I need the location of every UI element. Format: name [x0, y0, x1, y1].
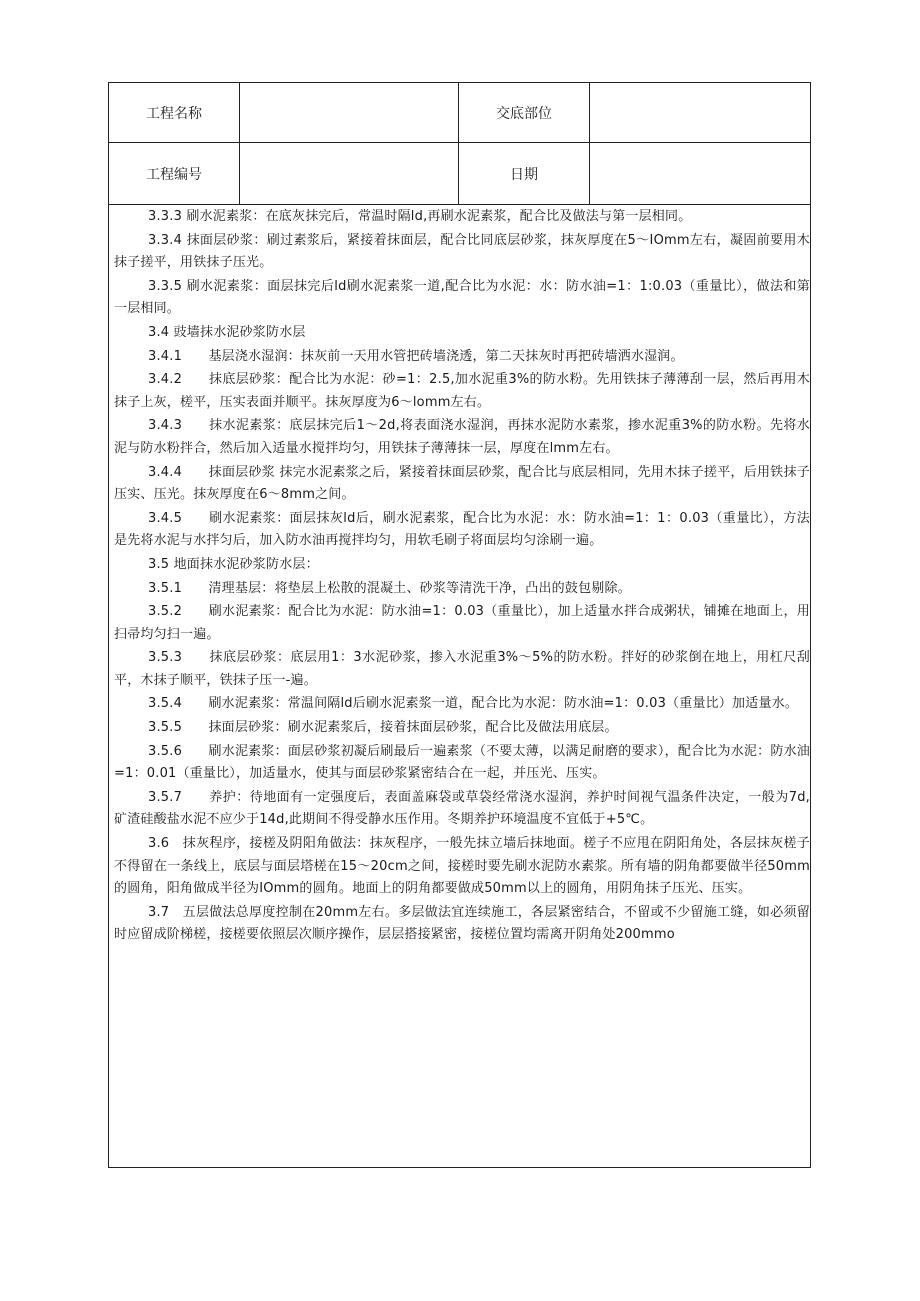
paragraph: 3.5.4 刷水泥素浆：常温间隔ld后刷水泥素浆一道，配合比为水泥：防水油=1：0.03（重量比）加适量水。 — [148, 696, 799, 712]
paragraph: 3.5.5 抹面层砂浆：刷水泥素浆后，接着抹面层砂浆，配合比及做法用底层。 — [148, 720, 618, 736]
paragraph: 3.4.1 基层浇水湿润：抹灰前一天用水管把砖墙浇透，第二天抹灰时再把砖墙洒水湿润。 — [148, 348, 684, 364]
paragraph: 3.3.4 抹面层砂浆：刷过素浆后，紧接着抹面层，配合比同底层砂浆，抹灰厚度在5～IOmm左右，凝固前要用木抹子搓平，用铁抹子压光。 — [114, 232, 810, 271]
handover-form — [108, 82, 811, 1168]
paragraph: 3.3.3 刷水泥素浆：在底灰抹完后，常温时隔ld,再刷水泥素浆，配合比及做法与第一层相同。 — [148, 209, 692, 224]
handover-part-field[interactable] — [590, 83, 810, 142]
project-number-label: 工程编号 — [109, 143, 240, 204]
paragraph: 3.5 地面抹水泥砂浆防水层： — [148, 556, 319, 572]
handover-part-label: 交底部位 — [459, 83, 590, 142]
paragraph: 3.5.3 抹底层砂浆：底层用1：3水泥砂浆，掺入水泥重3%～5%的防水粉。拌好的砂浆倒在地上，用杠尺刮平，木抹子顺平，铁抹子压一-遍。 — [114, 650, 810, 688]
paragraph: 3.5.2 刷水泥素浆：配合比为水泥：防水油=1：0.03（重量比），加上适量水拌合成粥状，铺摊在地面上，用扫帚均匀扫一遍。 — [114, 604, 810, 642]
paragraph: 3.6 抹灰程序，接槎及阴阳角做法：抹灰程序，一般先抹立墙后抹地面。槎子不应甩在阴阳角处，各层抹灰槎子不得留在一条线上，底层与面层塔槎在15～20cm之间，接槎时要先刷水泥防水素浆。所有墙的阴角都要做半径50mm的圆角，阳角做成半径为IOmm的圆角。地面上的阴角都要做成50mm以上的圆角，用阴角抹子压光、压实。 — [114, 836, 810, 897]
project-name-label: 工程名称 — [109, 83, 240, 142]
content-body — [109, 205, 810, 947]
paragraph: 3.4 豉墙抹水泥砂浆防水层 — [148, 324, 306, 340]
project-number-field[interactable] — [240, 143, 459, 204]
paragraph: 3.7 五层做法总厚度控制在20mm左右。多层做法宜连续施工，各层紧密结合，不留或不少留施工缝，如必须留时应留成阶梯槎，接槎要依照层次顺序操作，层层搭接紧密，接槎位置均需离开阴角处200mmo — [114, 904, 810, 943]
project-name-field[interactable] — [240, 83, 459, 142]
paragraph: 3.3.5 刷水泥素浆：面层抹完后ld刷水泥素浆一道,配合比为水泥：水：防水油=1：1:0.03（重量比），做法和第一层相同。 — [114, 278, 810, 317]
paragraph: 3.4.5 刷水泥素浆：面层抹灰ld后，刷水泥素浆，配合比为水泥：水：防水油=1：1：0.03（重量比），方法是先将水泥与水拌匀后，加入防水油再搅拌均匀，用软毛刷子将面层均匀涂刷一遍。 — [114, 510, 810, 549]
date-field[interactable] — [590, 143, 810, 204]
header-row-2 — [109, 143, 810, 205]
paragraph: 3.5.1 清理基层：将垫层上松散的混凝土、砂浆等清洗干净，凸出的鼓包剔除。 — [148, 580, 631, 596]
header-row-1 — [109, 83, 810, 143]
paragraph: 3.4.4 抹面层砂浆 抹完水泥素浆之后，紧接着抹面层砂浆，配合比与底层相同，先用木抹子搓平，后用铁抹子压实、压光。抹灰厚度在6～8mm之间。 — [114, 464, 810, 503]
paragraph: 3.4.2 抹底层砂浆：配合比为水泥：砂=1：2.5,加水泥重3%的防水粉。先用铁抹子薄薄刮一层，然后再用木抹子上灰，槎平，压实表面并顺平。抹灰厚度为6～lomm左右。 — [114, 372, 810, 410]
paragraph: 3.5.6 刷水泥素浆：面层砂浆初凝后刷最后一遍素浆（不要太薄，以满足耐磨的要求），配合比为水泥：防水油=1：0.01（重量比），加适量水，使其与面层砂浆紧密结合在一起，并压光、压实。 — [114, 743, 810, 782]
paragraph: 3.5.7 养护：待地面有一定强度后，表面盖麻袋或草袋经常浇水湿润，养护时间视气温条件决定，一般为7d,矿渣硅酸盐水泥不应少于14d,此期间不得受静水压作用。冬期养护环境温度不宜低于+5℃。 — [114, 789, 810, 828]
paragraph: 3.4.3 抹水泥素浆：底层抹完后1～2d,将表面浇水湿润，再抹水泥防水素浆，掺水泥重3%的防水粉。先将水泥与防水粉拌合，然后加入适量水搅拌均匀，用铁抹子薄薄抹一层，厚度在lmm左右。 — [114, 418, 810, 456]
date-label: 日期 — [459, 143, 590, 204]
